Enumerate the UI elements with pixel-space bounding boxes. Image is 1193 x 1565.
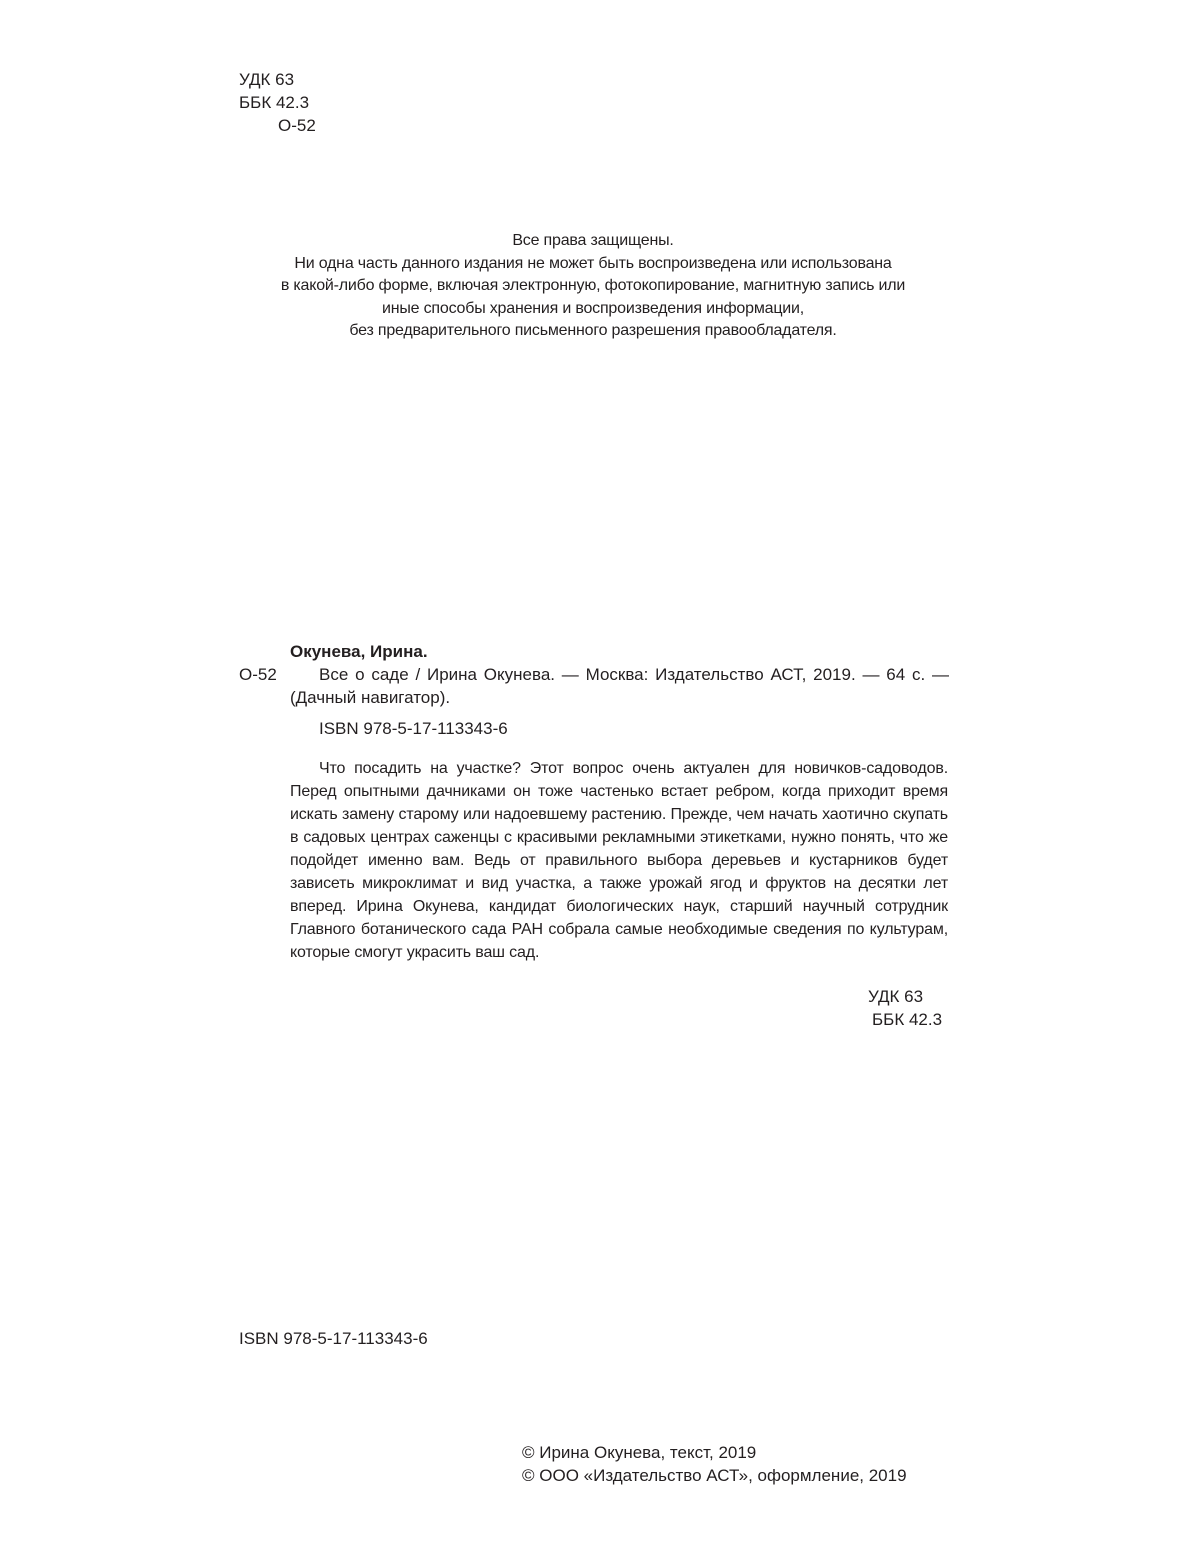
bbk-code: ББК 42.3: [239, 93, 310, 112]
rights-line: в какой-либо форме, включая электронную, фотокопирование, магнитную запись или: [280, 277, 906, 294]
udk-code: УДК 63: [239, 70, 295, 89]
annotation: [290, 757, 948, 964]
annotation-text: Что посадить на участке? Этот вопрос очень актуален для новичков-садоводов. Перед опытными дачниками он тоже частенько встает ребром, когда приходит время искать замену старому или надоевшему растению. Прежде, чем начать хаотично скупать в садовых центрах саженцы с красивыми рекламными этикетками, нужно понять, что же подойдет именно вам. Ведь от правильного выбора деревьев и кустарников будет зависеть микроклимат и вид участка, а также урожай ягод и фруктов на десятки лет вперед. Ирина Окунева, кандидат биологических наук, старший научный сотрудник Главного ботанического сада РАН собрала самые необходимые сведения по культурам, которые смогут украсить ваш сад.: [290, 760, 948, 961]
classification-codes-top: [239, 68, 316, 137]
copyright-text-author: © Ирина Окунева, текст, 2019: [522, 1443, 757, 1462]
bibliographic-record: [239, 640, 949, 740]
catalog-entry: [239, 663, 949, 709]
author-mark: О-52: [278, 116, 316, 135]
rights-line: Ни одна часть данного издания не может быть воспроизведена или использована: [294, 254, 892, 272]
copyright-block: [522, 1441, 907, 1487]
author-heading: Окунева, Ирина.: [290, 642, 428, 661]
entry-author-mark: О-52: [239, 665, 277, 684]
copyright-design-publisher: © ООО «Издательство АСТ», оформление, 2019: [522, 1466, 907, 1485]
entry-description: Все о саде / Ирина Окунева. — Москва: Издательство АСТ, 2019. — 64 с. — (Дачный навигатор).: [290, 665, 949, 707]
rights-line: Все права защищены.: [512, 232, 674, 249]
isbn: ISBN 978-5-17-113343-6: [239, 1329, 428, 1348]
bbk-code: ББК 42.3: [872, 1010, 943, 1029]
udk-code: УДК 63: [868, 987, 924, 1006]
entry-isbn: ISBN 978-5-17-113343-6: [319, 719, 508, 738]
rights-notice: [230, 230, 956, 343]
rights-line: без предварительного письменного разрешения правообладателя.: [349, 322, 837, 339]
rights-line: иные способы хранения и воспроизведения информации,: [381, 299, 805, 317]
classification-codes-bottom: [868, 985, 942, 1031]
